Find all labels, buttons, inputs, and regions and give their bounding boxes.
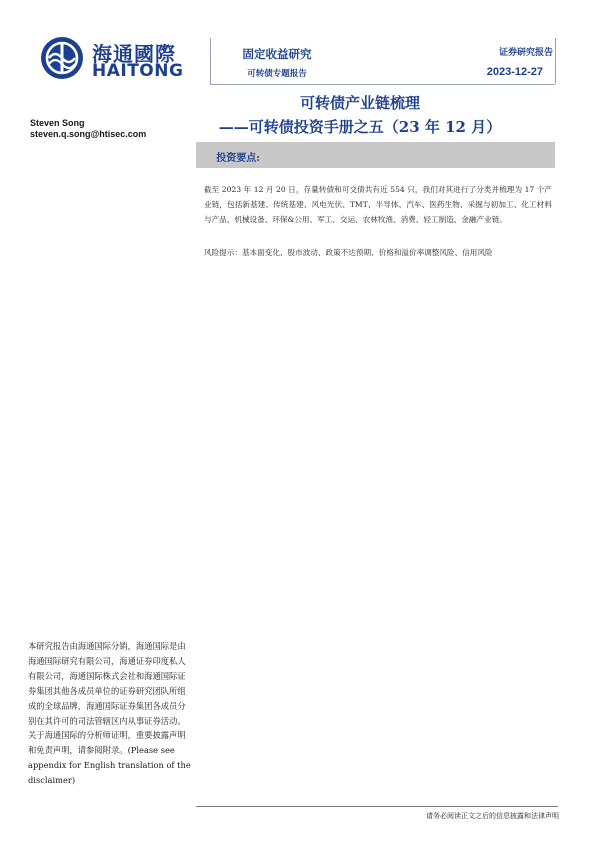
key-points-paragraph: 截至 2023 年 12 月 20 日，存量转债和可交债共有近 554 只，我们对其进行了分类并梳理为 17 个产业链，包括新基建、传统基建、风电光伏、TMT、半导体、汽车、医药生物、采掘与初加工、化工材料与产品、机械设备、环保&公用、军工、交运、农林牧渔、消费、轻工制造、金融产业链。	[204, 185, 552, 224]
footer-notice: 请务必阅读正文之后的信息披露和法律声明	[426, 812, 559, 820]
author-name: Steven Song	[30, 118, 85, 128]
report-subtitle: ——可转债投资手册之五（23 年 12 月）	[218, 118, 502, 136]
logo-name-cn: 海通國際	[92, 42, 176, 66]
key-points-label: 投资要点:	[216, 153, 260, 164]
header-divider-left	[210, 38, 211, 84]
report-subcategory: 可转债专题报告	[247, 69, 307, 79]
report-category: 固定收益研究	[242, 47, 312, 61]
disclaimer-text: 本研究报告由海通国际分销，海通国际是由海通国际研究有限公司，海通证券印度私人有限公司，海通国际株式会社和海通国际证券集团其他各成员单位的证券研究团队所组成的全球品牌，海通国际证券集团各成员分别在其许可的司法管辖区内从事证券活动。关于海通国际的分析师证明，重要披露声明和免责声明，请参阅附录。(Please see appendix for English translation of the disclaimer)	[28, 641, 191, 786]
report-title: 可转债产业链梳理	[299, 94, 420, 112]
header-divider-bottom	[210, 84, 555, 85]
report-date: 2023-12-27	[486, 66, 543, 78]
report-type: 证券研究报告	[498, 48, 553, 58]
header-divider-right	[555, 38, 556, 84]
logo-name-en: HAITONG	[92, 61, 184, 81]
author-email[interactable]: steven.q.song@htisec.com	[30, 129, 147, 139]
footer-divider	[196, 806, 558, 807]
risk-warning-paragraph: 风险提示：基本面变化、股市波动、政策不达预期、价格和溢价率调整风险、信用风险	[204, 248, 493, 257]
haitong-logo-icon	[40, 36, 84, 80]
